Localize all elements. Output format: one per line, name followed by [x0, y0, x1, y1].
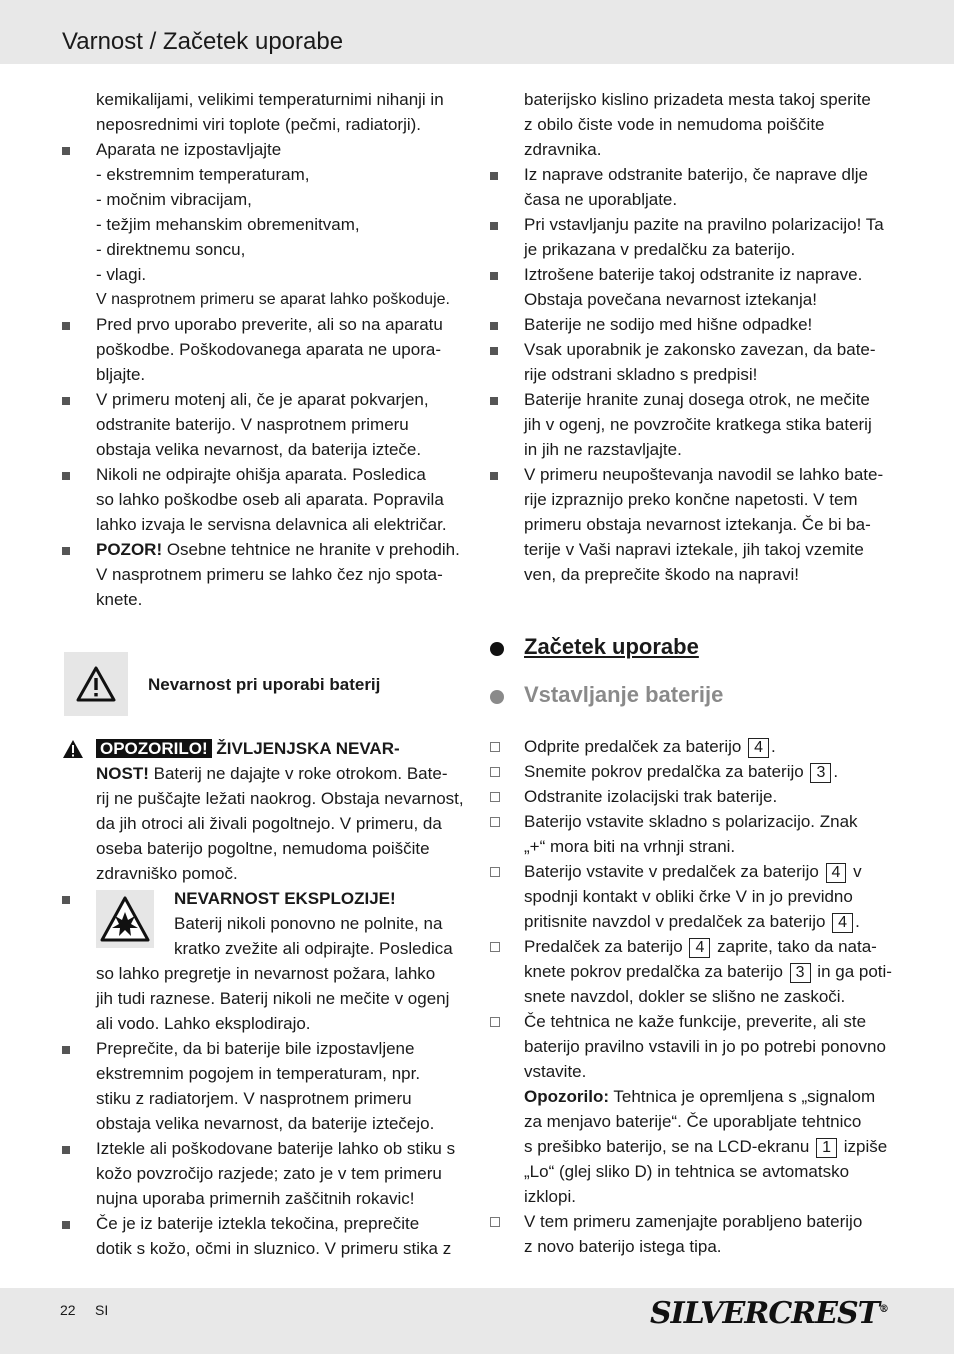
step-item — [490, 784, 892, 809]
checkbox-bullet-icon — [490, 767, 500, 777]
text-line: z novo baterijo istega tipa. — [524, 1237, 722, 1256]
bullet-square-icon — [490, 222, 498, 230]
text-line: rije izpraznijo preko končne napetosti. V tem — [524, 490, 858, 509]
list-item — [490, 162, 892, 212]
warning-triangle-icon — [64, 652, 128, 716]
text-span: v — [848, 862, 862, 881]
caution-label: POZOR! — [96, 540, 163, 559]
text-line: rije odstrani skladno s predpisi! — [524, 365, 758, 384]
text-line: stiku z radiatorjem. V nasprotnem primeru — [96, 1089, 412, 1108]
text-line: terije v Vaši napravi iztekale, jih takoj vzemite — [524, 540, 864, 559]
hazard-title: Nevarnost pri uporabi baterij — [148, 675, 381, 694]
reference-number: 4 — [832, 913, 853, 933]
text-line: Vsak uporabnik je zakonsko zavezan, da bate- — [524, 340, 876, 359]
step-item — [490, 1009, 892, 1209]
text-line: - močnim vibracijam, — [96, 190, 252, 209]
text-line: snete navzdol, dokler se slišno ne zaskoči. — [524, 987, 846, 1006]
text-span: Baterijo vstavite v predalček za baterijo — [524, 862, 824, 881]
text-line: rij ne puščajte ležati naokrog. Obstaja nevarnost, — [96, 789, 464, 808]
step-item — [490, 1209, 892, 1259]
explosion-hazard-icon — [96, 890, 154, 948]
reference-number: 1 — [816, 1138, 837, 1158]
text-span: zaprite, tako da nata- — [712, 937, 877, 956]
bullet-square-icon — [490, 322, 498, 330]
text-line: Obstaja povečana nevarnost iztekanja! — [524, 290, 817, 309]
note-label: Opozorilo: — [524, 1087, 609, 1106]
bullet-square-icon — [62, 322, 70, 330]
text-span: Osebne tehtnice ne hranite v prehodih. — [162, 540, 460, 559]
text-line: „+“ mora biti na vrhnji strani. — [524, 837, 736, 856]
text-line: Če tehtnica ne kaže funkcije, preverite, ali ste — [524, 1012, 867, 1031]
reference-number: 3 — [810, 763, 831, 783]
text-line: V tem primeru zamenjajte porabljeno baterijo — [524, 1212, 863, 1231]
bullet-square-icon — [62, 1046, 70, 1054]
list-item — [62, 886, 464, 1036]
list-item — [490, 462, 892, 587]
text-span: Snemite pokrov predalčka za baterijo — [524, 762, 809, 781]
text-line: zdravnika. — [524, 140, 602, 159]
bullet-square-icon — [62, 896, 70, 904]
reference-number: 4 — [689, 938, 710, 958]
reference-number: 3 — [790, 963, 811, 983]
text-line: so lahko poškodbe oseb ali aparata. Popravila — [96, 490, 444, 509]
text-line: obstaja velika nevarnost, da baterije iztečejo. — [96, 1114, 435, 1133]
page-footer — [0, 1288, 954, 1354]
list-item — [490, 337, 892, 387]
bullet-square-icon — [62, 397, 70, 405]
logo-text: SILVER — [650, 1296, 769, 1331]
continued-paragraph — [62, 87, 464, 137]
text-line: Baterije ne sodijo med hišne odpadke! — [524, 315, 813, 334]
text-line: baterijsko kislino prizadeta mesta takoj sperite — [524, 90, 871, 109]
checkbox-bullet-icon — [490, 867, 500, 877]
subsection-title: Vstavljanje baterije — [524, 682, 724, 707]
registered-mark: ® — [878, 1304, 888, 1315]
warning-label: OPOZORILO! — [96, 739, 212, 758]
text-span: Tehtnica je opremljena s „signalom — [608, 1087, 876, 1106]
explosion-heading: NEVARNOST EKSPLOZIJE! — [174, 889, 396, 908]
list-item — [62, 1136, 464, 1211]
text-line — [96, 761, 464, 786]
text-span: . — [833, 762, 839, 781]
text-line: knete. — [96, 590, 143, 609]
text-line: Baterijo vstavite skladno s polarizacijo. Znak — [524, 812, 858, 831]
text-line: oseba baterijo pogoltne, nemudoma poiščite — [96, 839, 430, 858]
left-column — [62, 87, 464, 1261]
text-line: je prikazana v predalčku za baterijo. — [524, 240, 796, 259]
text-line: ali vodo. Lahko eksplodirajo. — [96, 1014, 311, 1033]
bullet-square-icon — [490, 272, 498, 280]
warning-heading: NOST! — [96, 764, 149, 783]
continued-paragraph — [490, 87, 892, 162]
list-item — [490, 212, 892, 262]
text-span: Baterij ne dajajte v roke otrokom. Bate- — [148, 764, 448, 783]
step-item — [490, 734, 892, 759]
list-item — [62, 1036, 464, 1136]
text-line: so lahko pregretje in nevarnost požara, lahko — [96, 964, 436, 983]
bullet-square-icon — [62, 547, 70, 555]
step-item — [490, 759, 892, 784]
language-code: SI — [95, 1302, 109, 1318]
text-span: knete pokrov predalčka za baterijo — [524, 962, 788, 981]
text-span: . — [855, 912, 860, 931]
text-line: obstaja velika nevarnost, da baterija izteče. — [96, 440, 422, 459]
text-line: nujna uporaba primernih zaščitnih rokavic! — [96, 1189, 415, 1208]
text-line: Če je iz baterije iztekla tekočina, preprečite — [96, 1214, 420, 1233]
subsection-heading — [490, 682, 892, 734]
text-line — [96, 736, 464, 761]
text-line: V nasprotnem primeru se aparat lahko poškoduje. — [96, 291, 450, 308]
list-item — [490, 387, 892, 462]
step-item — [490, 934, 892, 1009]
text-line: spodnji kontakt v obliki črke V in jo previdno — [524, 887, 853, 906]
section-title: Začetek uporabe — [524, 634, 699, 659]
reference-number: 4 — [826, 863, 847, 883]
checkbox-bullet-icon — [490, 817, 500, 827]
text-line: Iztrošene baterije takoj odstranite iz naprave. — [524, 265, 863, 284]
step-item — [490, 859, 892, 934]
text-line: odstranite baterijo. V nasprotnem primeru — [96, 415, 409, 434]
page-header — [0, 0, 954, 64]
text-line: Baterije hranite zunaj dosega otrok, ne mečite — [524, 390, 870, 409]
bullet-square-icon — [62, 472, 70, 480]
text-line: V primeru neupoštevanja navodil se lahko bate- — [524, 465, 884, 484]
warning-small-icon — [62, 739, 96, 766]
text-line: kožo povzročijo razjede; zato je v tem primeru — [96, 1164, 442, 1183]
text-line: baterijo pravilno vstavili in jo po potrebi ponovno — [524, 1037, 886, 1056]
bullet-square-icon — [490, 397, 498, 405]
text-line: Nikoli ne odpirajte ohišja aparata. Posledica — [96, 465, 426, 484]
hazard-box — [62, 652, 464, 718]
text-span: Predalček za baterijo — [524, 937, 688, 956]
checkbox-bullet-icon — [490, 742, 500, 752]
list-item — [490, 262, 892, 312]
text-line: jih v ogenj, ne povzročite kratkega stika baterij — [524, 415, 872, 434]
text-line: Preprečite, da bi baterije bile izpostavljene — [96, 1039, 415, 1058]
text-line: - težjim mehanskim obremenitvam, — [96, 215, 360, 234]
text-line: kemikalijami, velikimi temperaturnimi nihanji in — [96, 90, 444, 109]
text-line: Baterij nikoli ponovno ne polnite, na — [174, 914, 443, 933]
text-line: vstavite. — [524, 1062, 587, 1081]
text-span: izpiše — [839, 1137, 888, 1156]
text-span: pritisnite navzdol v predalček za baterijo — [524, 912, 831, 931]
text-line: Iztekle ali poškodovane baterije lahko ob stiku s — [96, 1139, 456, 1158]
text-line: - ekstremnim temperaturam, — [96, 165, 310, 184]
page-title: Varnost / Začetek uporabe — [62, 28, 344, 55]
text-line: bljajte. — [96, 365, 146, 384]
text-line: izklopi. — [524, 1187, 576, 1206]
text-line: V nasprotnem primeru se lahko čez njo spota- — [96, 565, 443, 584]
checkbox-bullet-icon — [490, 792, 500, 802]
text-line: - vlagi. — [96, 265, 147, 284]
text-line: jih tudi raznese. Baterij nikoli ne mečite v ogenj — [96, 989, 450, 1008]
text-line: - direktnemu soncu, — [96, 240, 246, 259]
text-line — [96, 537, 464, 562]
list-item — [62, 462, 464, 537]
subsection-dot-icon — [490, 690, 504, 704]
text-line: za menjavo baterije“. Če uporabljate tehtnico — [524, 1112, 862, 1131]
checkbox-bullet-icon — [490, 1017, 500, 1027]
right-column — [490, 87, 892, 1259]
text-line: Pri vstavljanju pazite na pravilno polarizacijo! Ta — [524, 215, 884, 234]
step-item — [490, 809, 892, 859]
text-line: časa ne uporabljate. — [524, 190, 678, 209]
list-item — [490, 312, 892, 337]
checkbox-bullet-icon — [490, 942, 500, 952]
text-line: in jih ne razstavljajte. — [524, 440, 682, 459]
bullet-square-icon — [62, 1146, 70, 1154]
text-span: s prešibko baterijo, se na LCD-ekranu — [524, 1137, 815, 1156]
text-line: kratko zvežite ali odpirajte. Posledica — [174, 939, 453, 958]
bullet-square-icon — [62, 1221, 70, 1229]
text-line: „Lo“ (glej sliko D) in tehtnica se avtomatsko — [524, 1162, 850, 1181]
warning-block — [62, 736, 464, 886]
section-heading — [490, 634, 892, 674]
reference-number: 4 — [748, 738, 769, 758]
text-line: ven, da preprečite škodo na napravi! — [524, 565, 800, 584]
page-number: 22 — [60, 1302, 76, 1318]
list-item — [62, 137, 464, 312]
warning-heading: ŽIVLJENJSKA NEVAR- — [211, 739, 400, 758]
list-item — [62, 312, 464, 387]
bullet-square-icon — [490, 472, 498, 480]
text-span: in ga poti- — [812, 962, 892, 981]
text-line: Pred prvo uporabo preverite, ali so na aparatu — [96, 315, 443, 334]
brand-logo — [650, 1296, 888, 1331]
text-span: . — [770, 737, 776, 756]
bullet-square-icon — [490, 347, 498, 355]
text-line: da jih otroci ali živali pogoltnejo. V primeru, da — [96, 814, 442, 833]
text-line: lahko izvaja le servisna delavnica ali električar. — [96, 515, 447, 534]
text-line: zdravniško pomoč. — [96, 864, 238, 883]
text-line: poškodbe. Poškodovanega aparata ne upora- — [96, 340, 441, 359]
text-line: z obilo čiste vode in nemudoma poiščite — [524, 115, 825, 134]
text-line: Iz naprave odstranite baterijo, če naprave dlje — [524, 165, 868, 184]
text-line: Odstranite izolacijski trak baterije. — [524, 787, 778, 806]
checkbox-bullet-icon — [490, 1217, 500, 1227]
list-item — [62, 387, 464, 462]
section-dot-icon — [490, 642, 504, 656]
text-line: ekstremnim pogojem in temperaturam, npr. — [96, 1064, 421, 1083]
text-line: Aparata ne izpostavljajte — [96, 140, 282, 159]
list-item — [62, 1211, 464, 1261]
text-line: V primeru motenj ali, če je aparat pokvarjen, — [96, 390, 429, 409]
text-line: primeru obstaja nevarnost iztekanja. Če bi ba- — [524, 515, 871, 534]
text-line: dotik s kožo, očmi in sluznico. V primeru stika z — [96, 1239, 452, 1258]
text-line: neposrednimi viri toplote (pečmi, radiatorji). — [96, 115, 422, 134]
list-item — [62, 537, 464, 612]
bullet-square-icon — [490, 172, 498, 180]
text-span: Odprite predalček za baterijo — [524, 737, 747, 756]
bullet-square-icon — [62, 147, 70, 155]
logo-text: CREST — [768, 1296, 879, 1331]
